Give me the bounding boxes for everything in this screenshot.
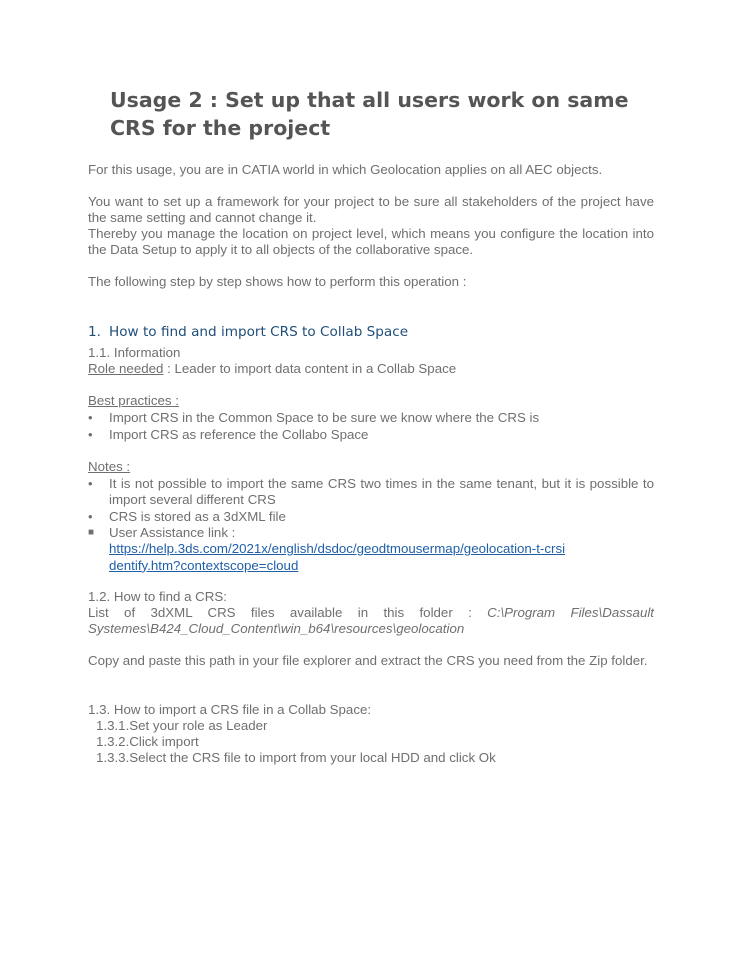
role-needed-text: : Leader to import data content in a Collab Space: [163, 361, 457, 376]
notes-label: Notes :: [88, 459, 131, 474]
role-needed-label: Role needed: [88, 361, 164, 376]
import-step: 1.3.3.Select the CRS file to import from your local HDD and click Ok: [96, 750, 496, 765]
subsection-1-3-label: 1.3. How to import a CRS file in a Collab Space:: [88, 702, 372, 717]
subsection-1-1-label: 1.1. Information: [88, 345, 181, 360]
import-step: 1.3.2.Click import: [96, 734, 199, 749]
intro-paragraph-3: The following step by step shows how to perform this operation :: [88, 274, 467, 289]
bullet-icon: •: [88, 427, 93, 442]
bullet-icon: •: [88, 410, 93, 425]
section-1-number: 1.: [88, 324, 101, 340]
crs-folder-text: List of 3dXML CRS files available in this folder :: [88, 605, 488, 620]
role-needed-line: [88, 361, 654, 377]
square-bullet-icon: ■: [88, 527, 95, 538]
bullet-icon: •: [88, 476, 93, 491]
section-1-heading: [88, 323, 408, 341]
user-assistance-link[interactable]: https://help.3ds.com/2021x/english/dsdoc/geodtmousermap/geolocation-t-crsidentify.htm?contextscope=cloud: [109, 541, 566, 573]
page-title: Usage 2 : Set up that all users work on same CRS for the project: [110, 88, 629, 140]
best-practices-label: Best practices :: [88, 393, 179, 408]
crs-folder-line: [88, 605, 654, 638]
best-practice-item: • Import CRS as reference the Collabo Space: [88, 427, 369, 442]
copy-path-instruction: Copy and paste this path in your file explorer and extract the CRS you need from the Zip folder.: [88, 653, 648, 668]
section-1-title: How to find and import CRS to Collab Space: [109, 324, 409, 340]
import-step: 1.3.1.Set your role as Leader: [96, 718, 268, 733]
note-item: ■ User Assistance link : https://help.3ds.com/2021x/english/dsdoc/geodtmousermap/geolocation-t-crsidentify.htm?contextscope=cloud: [88, 525, 654, 574]
note-item: • CRS is stored as a 3dXML file: [88, 509, 286, 524]
note-item: • It is not possible to import the same CRS two times in the same tenant, but it is possible to import several different CRS: [88, 476, 654, 508]
best-practice-item: • Import CRS in the Common Space to be sure we know where the CRS is: [88, 410, 540, 425]
bullet-icon: •: [88, 509, 93, 524]
intro-paragraph-2a: You want to set up a framework for your project to be sure all stakeholders of the project have the same setting and cannot change it.: [88, 194, 654, 226]
subsection-1-2-label: 1.2. How to find a CRS:: [88, 589, 227, 604]
crs-folder-path: C:\Program Files\Dassault Systemes\B424_Cloud_Content\win_b64\resources\geolocation: [88, 605, 654, 637]
intro-paragraph-2b: Thereby you manage the location on project level, which means you configure the location into the Data Setup to apply it to all objects of the collaborative space.: [88, 226, 654, 258]
intro-paragraph-1: For this usage, you are in CATIA world in which Geolocation applies on all AEC objects.: [88, 162, 603, 177]
